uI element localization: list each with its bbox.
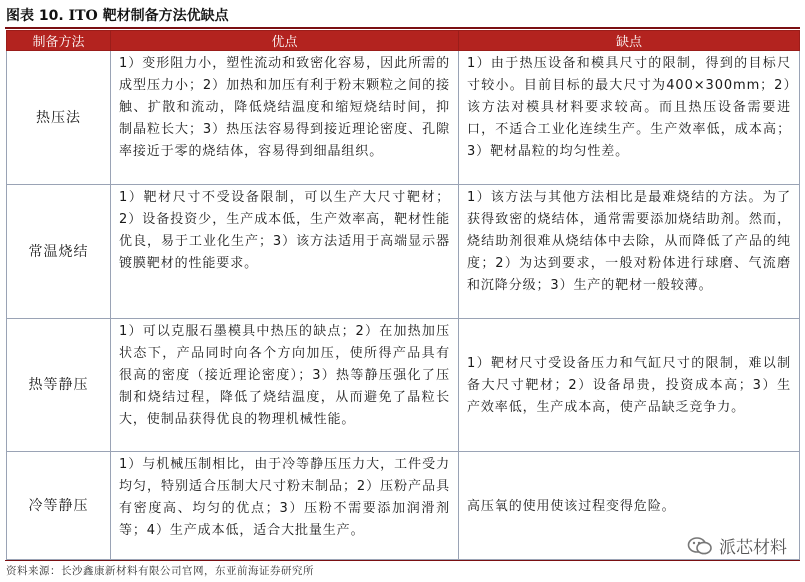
table-row <box>7 452 800 560</box>
wechat-icon <box>687 536 713 556</box>
pros-cell: 1）可以克服石墨模具中热压的缺点；2）在加热加压状态下，产品同时向各个方向加压，使所得产品具有很高的密度（接近理论密度）；3）热等静压强化了压制和烧结过程，降低了烧结温度，从而避免了晶粒长大，使制品获得优良的物理机械性能。 <box>111 319 459 452</box>
bottom-rule <box>5 560 800 561</box>
header-pros: 优点 <box>111 31 459 51</box>
source-note: 资料来源：长沙鑫康新材料有限公司官网，东亚前海证券研究所 <box>6 565 314 577</box>
figure-caption: ITO 靶材制备方法优缺点 <box>68 8 229 24</box>
comparison-table <box>6 30 800 560</box>
table-row <box>7 51 800 185</box>
cons-cell: 1）由于热压设备和模具尺寸的限制，得到的目标尺寸较小。目前目标的最大尺寸为400×300mm；2）该方法对模具材料要求较高。而且热压设备需要进口，不适合工业化连续生产。生产效率低，成本高；3）靶材晶粒的均匀性差。 <box>459 51 800 185</box>
cons-cell: 高压氧的使用使该过程变得危险。 <box>459 452 800 560</box>
table-row <box>7 319 800 452</box>
method-cell: 常温烧结 <box>7 185 111 319</box>
watermark <box>687 533 787 558</box>
table-row <box>7 185 800 319</box>
method-cell: 热压法 <box>7 51 111 185</box>
pros-cell: 1）与机械压制相比，由于冷等静压压力大，工件受力均匀，特别适合压制大尺寸粉末制品；2）压粉产品具有密度高、均匀的优点；3）压粉不需要添加润滑剂等；4）生产成本低，适合大批量生产。 <box>111 452 459 560</box>
cons-cell: 1）靶材尺寸受设备压力和气缸尺寸的限制，难以制备大尺寸靶材；2）设备昂贵，投资成本高；3）生产效率低，生产成本高，使产品缺乏竞争力。 <box>459 319 800 452</box>
pros-cell: 1）变形阻力小，塑性流动和致密化容易，因此所需的成型压力小；2）加热和加压有利于粉末颗粒之间的接触、扩散和流动，降低烧结温度和缩短烧结时间，抑制晶粒长大；3）热压法容易得到接近理论密度、孔隙率接近于零的烧结体，容易得到细晶组织。 <box>111 51 459 185</box>
pros-cell: 1）靶材尺寸不受设备限制，可以生产大尺寸靶材；2）设备投资少，生产成本低，生产效率高，靶材性能优良，易于工业化生产；3）该方法适用于高端显示器镀膜靶材的性能要求。 <box>111 185 459 319</box>
method-cell: 热等静压 <box>7 319 111 452</box>
header-cons: 缺点 <box>459 31 800 51</box>
header-row <box>7 31 800 51</box>
figure-label: 图表 10. <box>6 8 64 24</box>
cons-cell: 1）该方法与其他方法相比是最难烧结的方法。为了获得致密的烧结体，通常需要添加烧结助剂。然而，烧结助剂很难从烧结体中去除，从而降低了产品的纯度；2）为达到要求，一般对粉体进行球磨、气流磨和沉降分级；3）生产的靶材一般较薄。 <box>459 185 800 319</box>
header-method: 制备方法 <box>7 31 111 51</box>
figure-title <box>6 6 229 26</box>
method-cell: 冷等静压 <box>7 452 111 560</box>
watermark-text: 派芯材料 <box>719 538 787 558</box>
top-rule <box>5 27 800 29</box>
